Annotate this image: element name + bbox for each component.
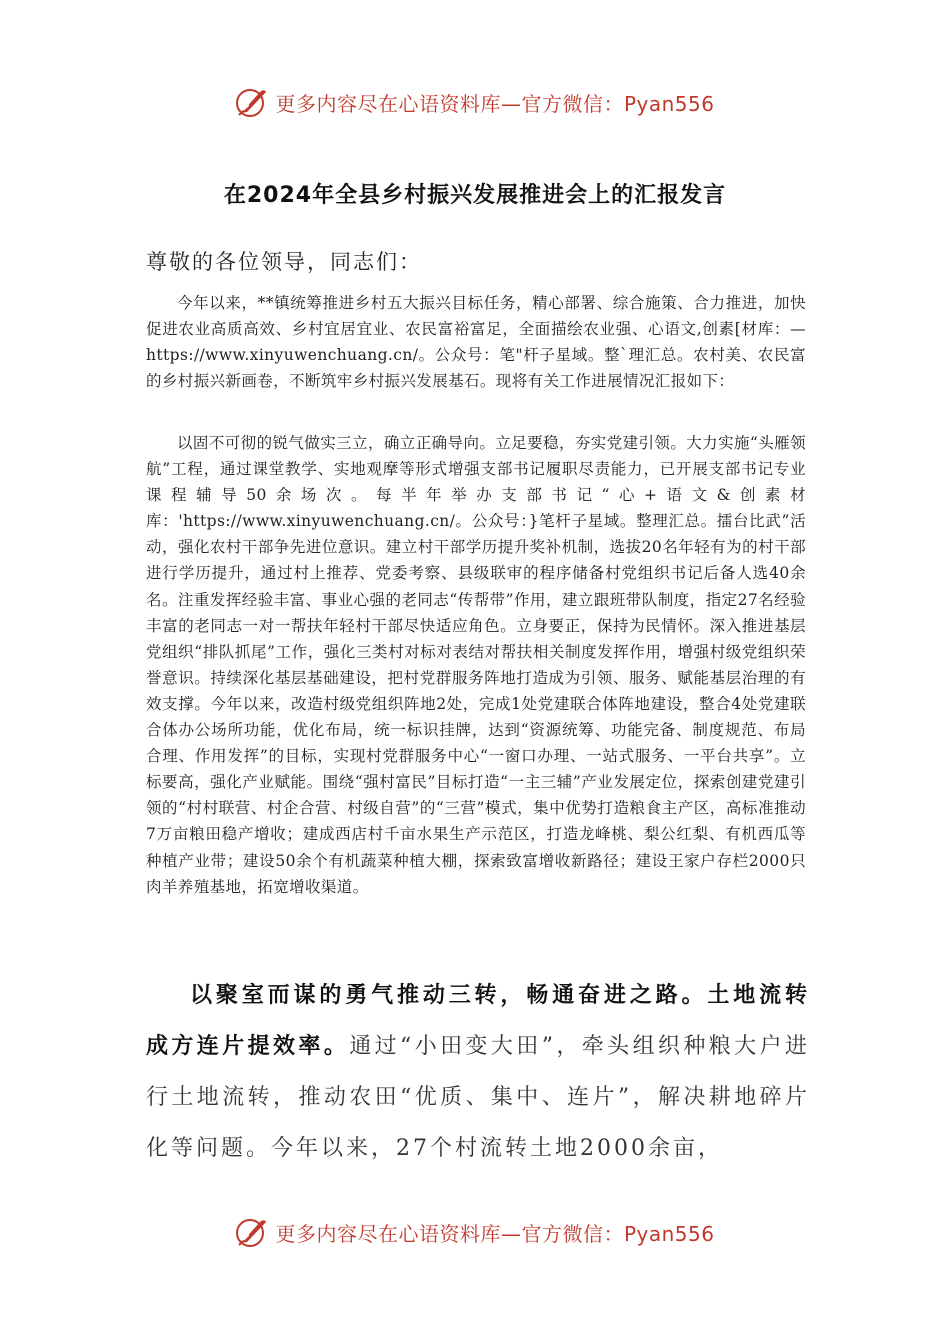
quill-pen-logo-icon xyxy=(235,1215,269,1249)
footer-banner xyxy=(0,1212,950,1252)
salutation: 尊敬的各位领导，同志们： xyxy=(146,250,422,274)
paragraph-2-text: 以固不可彻的锐气做实三立，确立正确导向。立足要稳，夯实党建引领。大力实施“头雁领航”工程，通过课堂教学、实地观摩等形式增强支部书记履职尽责能力，已开展支部书记专业课程辅导50余场次。每半年举办支部书记“心+语文&创素材库：'https://www.xinyuwenchuang.cn/。公众号：}笔杆子星域。整理汇总。擂台比武”活动，强化农村干部争先进位意识。建立村干部学历提升奖补机制，选拔20名年轻有为的村干部进行学历提升，通过村上推荐、党委考察、县级联审的程序储备村党组织书记后备人选40余名。注重发挥经验丰富、事业心强的老同志“传帮带”作用，建立跟班带队制度，指定27名经验丰富的老同志一对一帮扶年轻村干部尽快适应角色。立身要正，保持为民情怀。深入推进基层党组织“排队抓尾”工作，强化三类村对标对表结对帮扶相关制度发挥作用，增强村级党组织荣誉意识。持续深化基层基础建设，把村党群服务阵地打造成为引领、服务、赋能基层治理的有效支撑。今年以来，改造村级党组织阵地2处，完成1处党建联合体阵地建设，整合4处党建联合体办公场所功能，优化布局，统一标识挂牌，达到“资源统筹、功能完备、制度规范、布局合理、作用发挥”的目标，实现村党群服务中心“一窗口办理、一站式服务、一平台共享”。立标要高，强化产业赋能。围绕“强村富民”目标打造“一主三辅”产业发展定位，探索创建党建引领的“村村联营、村企合营、村级自营”的“三营”模式，集中优势打造粮食主产区，高标准推动7万亩粮田稳产增收；建成西店村千亩水果生产示范区，打造龙峰桃、梨公红梨、有机西瓜等种植产业带；建设50余个有机蔬菜种植大棚，探索致富增收新路径；建设王家户存栏2000只肉羊养殖基地，拓宽增收渠道。 xyxy=(146,434,806,896)
paragraph-section-1 xyxy=(146,430,806,900)
quill-pen-logo-icon xyxy=(235,85,269,119)
paragraph-3-text: 通过“小田变大田”，牵头组织种粮大户进行土地流转，推动农田“优质、集中、连片”，解决耕地碎片化等问题。今年以来，27个村流转土地2000余亩， xyxy=(146,1034,810,1161)
document-title: 在2024年全县乡村振兴发展推进会上的汇报发言 xyxy=(223,183,727,208)
paragraph-3-heading: 以聚室而谋的勇气推动三转，畅通奋进之路。土地流转成方连片提效率。 xyxy=(146,982,810,1059)
paragraph-intro xyxy=(146,290,806,394)
footer-banner-text: 更多内容尽在心语资料库—官方微信：Pyan556 xyxy=(275,1221,715,1246)
header-banner-text: 更多内容尽在心语资料库—官方微信：Pyan556 xyxy=(275,91,715,116)
header-banner xyxy=(0,82,950,122)
paragraph-section-2 xyxy=(146,970,810,1174)
paragraph-1-text: 今年以来，**镇统筹推进乡村五大振兴目标任务，精心部署、综合施策、合力推进，加快促进农业高质高效、乡村宜居宜业、农民富裕富足，全面描绘农业强、心语文,创素[材库：—https://www.xinyuwenchuang.cn/。公众号：笔"杆子星域。整`理汇总。农村美、农民富的乡村振兴新画卷，不断筑牢乡村振兴发展基石。现将有关工作进展情况汇报如下： xyxy=(146,294,806,391)
